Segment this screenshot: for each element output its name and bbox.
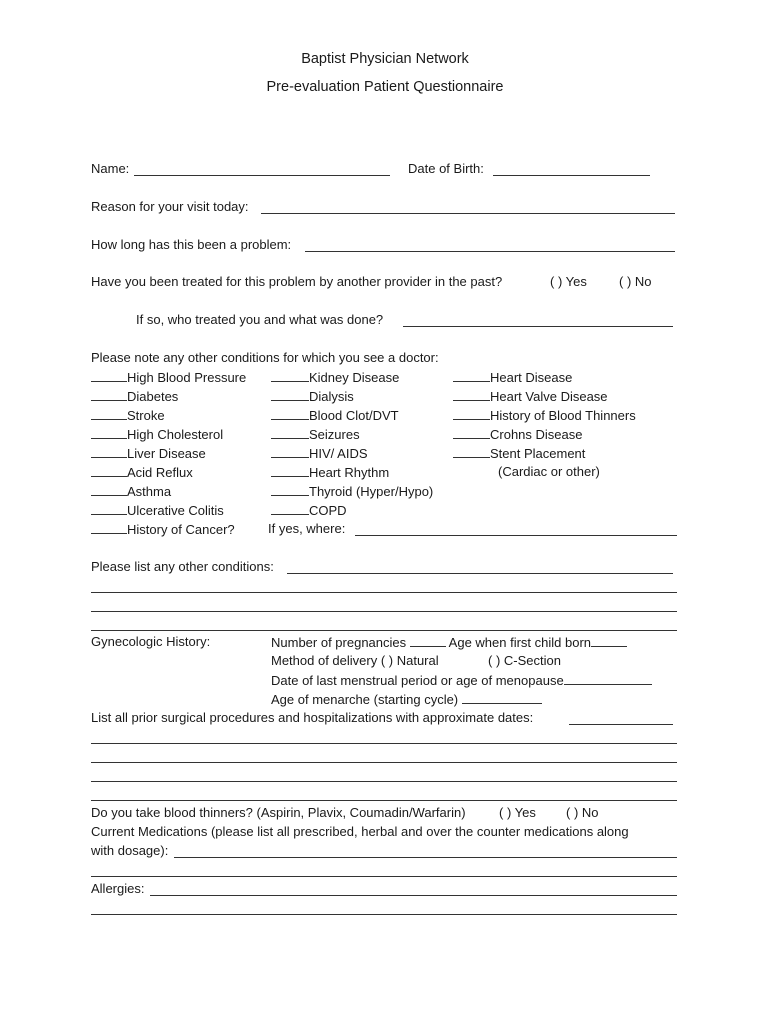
- condition-blank[interactable]: [91, 389, 127, 401]
- condition-label: High Blood Pressure: [127, 370, 247, 385]
- pregnancies-field[interactable]: [410, 635, 446, 647]
- condition-label: History of Cancer?: [127, 522, 235, 537]
- condition-item[interactable]: [271, 389, 354, 403]
- condition-blank[interactable]: [91, 427, 127, 439]
- condition-label: Heart Rhythm: [309, 465, 390, 480]
- condition-blank[interactable]: [453, 427, 490, 439]
- condition-item[interactable]: [271, 446, 368, 460]
- how-long-label: How long has this been a problem:: [91, 237, 292, 252]
- delivery-c-section-option[interactable]: ( ) C-Section: [488, 653, 561, 668]
- condition-blank[interactable]: [91, 370, 127, 382]
- other-conditions-line[interactable]: [91, 592, 677, 593]
- condition-item[interactable]: [91, 446, 206, 460]
- age-first-child-label: Age when first child born: [448, 635, 592, 650]
- surgical-line[interactable]: [91, 762, 677, 763]
- condition-blank[interactable]: [91, 408, 127, 420]
- dob-label: Date of Birth:: [408, 161, 484, 176]
- gyn-label: Gynecologic History:: [91, 634, 211, 649]
- condition-blank[interactable]: [453, 446, 490, 458]
- condition-item[interactable]: [91, 427, 223, 441]
- allergies-field[interactable]: [150, 895, 677, 896]
- gyn-pregnancies[interactable]: [271, 635, 627, 649]
- condition-item[interactable]: [271, 503, 347, 517]
- allergies-label: Allergies:: [91, 881, 145, 896]
- condition-item[interactable]: [271, 370, 399, 384]
- condition-blank[interactable]: [91, 465, 127, 477]
- condition-blank[interactable]: [271, 465, 309, 477]
- condition-blank[interactable]: [91, 446, 127, 458]
- surgical-label: List all prior surgical procedures and hospitalizations with approximate dates:: [91, 710, 534, 725]
- condition-blank[interactable]: [453, 408, 490, 420]
- allergies-line[interactable]: [91, 914, 677, 915]
- other-conditions-line[interactable]: [91, 630, 677, 631]
- medications-label-line1: Current Medications (please list all prescribed, herbal and over the counter medications along: [91, 824, 629, 839]
- condition-item[interactable]: [271, 427, 360, 441]
- form-title: Baptist Physician Network: [301, 51, 469, 67]
- condition-label: Liver Disease: [127, 446, 206, 461]
- condition-item[interactable]: [271, 484, 433, 498]
- condition-blank[interactable]: [91, 503, 127, 515]
- condition-label: Stroke: [127, 408, 165, 423]
- condition-label: HIV/ AIDS: [309, 446, 368, 461]
- age-first-child-field[interactable]: [591, 635, 627, 647]
- treated-yes-option[interactable]: ( ) Yes: [550, 274, 587, 289]
- other-conditions-field[interactable]: [287, 573, 673, 574]
- condition-item[interactable]: [271, 408, 399, 422]
- condition-item[interactable]: [91, 503, 224, 517]
- condition-note: (Cardiac or other): [498, 464, 600, 479]
- surgical-line[interactable]: [91, 743, 677, 744]
- condition-item[interactable]: [91, 389, 178, 403]
- condition-label: Dialysis: [309, 389, 354, 404]
- gyn-menarche[interactable]: [271, 692, 542, 706]
- if-yes-where-field[interactable]: [355, 535, 677, 536]
- condition-blank[interactable]: [271, 484, 309, 496]
- if-so-label: If so, who treated you and what was done?: [136, 312, 384, 327]
- blood-thinners-no-option[interactable]: ( ) No: [566, 805, 599, 820]
- name-label: Name:: [91, 161, 130, 176]
- condition-label: High Cholesterol: [127, 427, 224, 442]
- conditions-intro: Please note any other conditions for which you see a doctor:: [91, 350, 439, 365]
- condition-label: Heart Disease: [490, 370, 573, 385]
- condition-item[interactable]: [271, 465, 389, 479]
- surgical-field[interactable]: [569, 724, 673, 725]
- condition-blank[interactable]: [271, 503, 309, 515]
- medications-label-line2: with dosage):: [91, 843, 169, 858]
- if-so-field[interactable]: [403, 326, 673, 327]
- condition-label: Blood Clot/DVT: [309, 408, 399, 423]
- condition-item[interactable]: [453, 370, 572, 384]
- condition-label: Heart Valve Disease: [490, 389, 608, 404]
- menstrual-label: Date of last menstrual period or age of menopause: [271, 673, 564, 688]
- other-conditions-line[interactable]: [91, 611, 677, 612]
- menarche-label: Age of menarche (starting cycle): [271, 692, 459, 707]
- condition-label: Thyroid (Hyper/Hypo): [309, 484, 434, 499]
- condition-blank[interactable]: [91, 522, 127, 534]
- condition-item[interactable]: [453, 427, 583, 441]
- reason-label: Reason for your visit today:: [91, 199, 249, 214]
- blood-thinners-yes-option[interactable]: ( ) Yes: [499, 805, 536, 820]
- condition-item[interactable]: [91, 408, 165, 422]
- condition-label: History of Blood Thinners: [490, 408, 636, 423]
- condition-label: Crohns Disease: [490, 427, 583, 442]
- reason-field[interactable]: [261, 213, 675, 214]
- condition-item[interactable]: [453, 408, 636, 422]
- blood-thinners-question: Do you take blood thinners? (Aspirin, Plavix, Coumadin/Warfarin): [91, 805, 466, 820]
- condition-item[interactable]: [453, 446, 585, 460]
- condition-label: Stent Placement: [490, 446, 586, 461]
- if-yes-where-label: If yes, where:: [268, 521, 346, 536]
- condition-blank[interactable]: [91, 484, 127, 496]
- delivery-natural-option[interactable]: Method of delivery ( ) Natural: [271, 653, 439, 668]
- condition-blank[interactable]: [271, 389, 309, 401]
- condition-item[interactable]: [453, 389, 608, 403]
- condition-item[interactable]: [91, 465, 193, 479]
- dob-field[interactable]: [493, 175, 650, 176]
- condition-item[interactable]: [91, 370, 246, 384]
- medications-field[interactable]: [174, 857, 677, 858]
- surgical-line[interactable]: [91, 781, 677, 782]
- condition-blank[interactable]: [271, 446, 309, 458]
- condition-label: COPD: [309, 503, 347, 518]
- condition-blank[interactable]: [271, 370, 309, 382]
- condition-item[interactable]: [91, 484, 171, 498]
- form-subtitle: Pre-evaluation Patient Questionnaire: [266, 79, 504, 95]
- treated-question: Have you been treated for this problem by another provider in the past?: [91, 274, 503, 289]
- surgical-line[interactable]: [91, 800, 677, 801]
- treated-no-option[interactable]: ( ) No: [619, 274, 652, 289]
- condition-label: Diabetes: [127, 389, 179, 404]
- condition-blank[interactable]: [453, 370, 490, 382]
- gyn-menstrual[interactable]: [271, 673, 652, 687]
- condition-label: Ulcerative Colitis: [127, 503, 224, 518]
- condition-label: Asthma: [127, 484, 172, 499]
- menarche-field[interactable]: [462, 692, 542, 704]
- condition-label: Acid Reflux: [127, 465, 193, 480]
- medications-line[interactable]: [91, 876, 677, 877]
- how-long-field[interactable]: [305, 251, 675, 252]
- menstrual-field[interactable]: [564, 673, 652, 685]
- other-conditions-label: Please list any other conditions:: [91, 559, 274, 574]
- condition-label: Seizures: [309, 427, 360, 442]
- condition-item[interactable]: [91, 522, 235, 536]
- condition-blank[interactable]: [453, 389, 490, 401]
- name-field[interactable]: [134, 175, 390, 176]
- pregnancies-label: Number of pregnancies: [271, 635, 407, 650]
- condition-blank[interactable]: [271, 408, 309, 420]
- condition-label: Kidney Disease: [309, 370, 400, 385]
- condition-blank[interactable]: [271, 427, 309, 439]
